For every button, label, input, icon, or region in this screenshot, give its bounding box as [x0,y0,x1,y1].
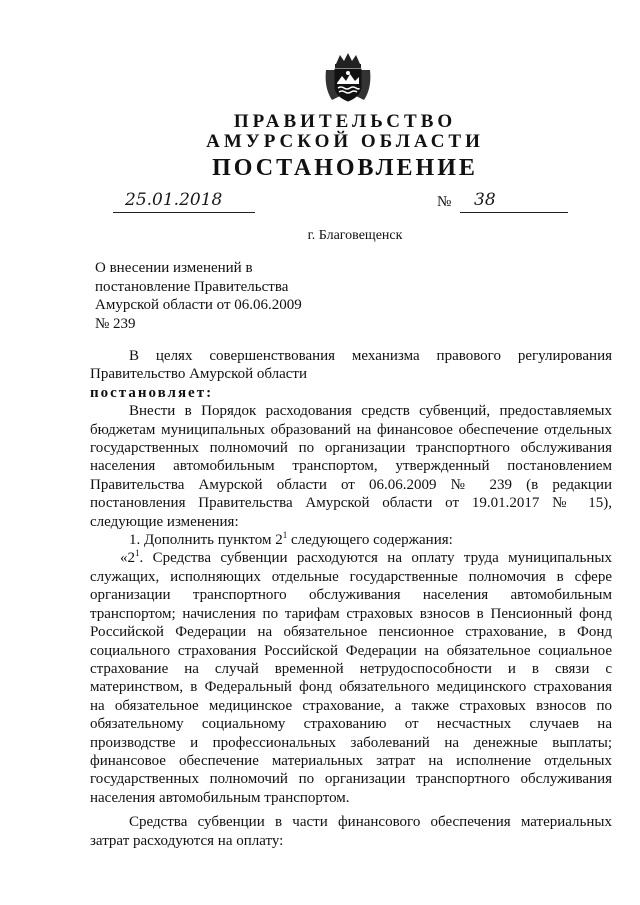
number-sign: № [437,194,452,210]
body-line: населения автомобильным транспортом. [90,789,350,806]
body-line: затрат расходуются на оплату: [90,832,284,849]
coat-of-arms-icon [322,50,374,104]
government-title-line1: ПРАВИТЕЛЬСТВО [233,111,457,132]
body-line: Правительство Амурской области [90,366,308,383]
subject-line: постановление Правительства [95,278,289,295]
body-line: населения автомобильным транспортом, утвержденный постановлением [90,458,612,475]
item-1-suffix: следующего содержания: [287,532,453,549]
body-line: Внести в Порядок расходования средств субвенций, предоставляемых [129,403,612,420]
body-line: служащих, исполняющих отдельные государственные полномочия в сфере [90,568,612,585]
subject-line: О внесении изменений в [95,260,253,276]
subject-block [95,259,375,333]
body-line: В целях совершенствования механизма правового регулирования [129,348,612,364]
body-line: производстве и профессиональных заболеваний на денежные выплаты; [90,734,612,751]
handwritten-date: 25.01.2018 [125,190,223,210]
body-line: Российской Федерации на обязательное пенсионное страхование, в Фонд [90,624,612,641]
body-line: постановления Правительства Амурской области от 19.01.2017 № 15), [90,495,612,512]
item-1-prefix: 1. Дополнить пунктом 2 [129,532,283,549]
quote-superscript: 1 [135,548,140,559]
quote-first-text: . Средства субвенции расходуются на оплату труда муниципальных [139,550,612,567]
document-body [90,347,612,850]
body-line: материнством, в Федеральный фонд обязательного медицинского страхования [90,679,612,696]
document-type: ПОСТАНОВЛЕНИЕ [212,155,478,181]
body-line: страхование на случай временной нетрудоспособности и в связи с [90,660,612,677]
date-field [113,192,255,213]
body-line: бюджетам муниципальных образований на финансовое обеспечение отдельных [90,421,612,438]
body-line: следующие изменения: [90,513,239,530]
subject-line: № 239 [95,315,136,332]
quote-prefix: «2 [120,550,135,567]
city-name: г. Благовещенск [307,228,403,243]
body-line: на обязательное медицинское страхование, а также страховых взносов по [90,697,612,714]
item-1-line [90,531,612,549]
government-title-line2: АМУРСКОЙ ОБЛАСТИ [206,131,484,152]
body-line: государственных полномочий по организации транспортного обслуживания [90,771,612,788]
body-line: транспортом; начисления по тарифам страховых взносов в Пенсионный фонд [90,605,612,622]
body-line: финансовое обеспечение материальных затрат на исполнение отдельных [90,752,612,769]
body-line: Правительства Амурской области от 06.06.2009 № 239 (в редакции [90,476,612,493]
body-line: обязательному социальному страхованию от несчастных случаев на [90,716,612,733]
body-line: государственных полномочий по организации транспортного обслуживания [90,440,612,457]
decree-word: постановляет: [90,384,214,401]
number-field [460,192,568,213]
subject-line: Амурской области от 06.06.2009 [95,297,302,313]
body-line: Средства субвенции в части финансового обеспечения материальных [129,814,612,831]
body-line: организации транспортного обслуживания населения автомобильным [90,587,612,604]
item-1-superscript: 1 [282,530,288,541]
body-line: социального страхования Российской Федерации на обязательное социальное [90,642,612,659]
handwritten-number: 38 [474,190,496,210]
quote-first-line [90,549,612,567]
